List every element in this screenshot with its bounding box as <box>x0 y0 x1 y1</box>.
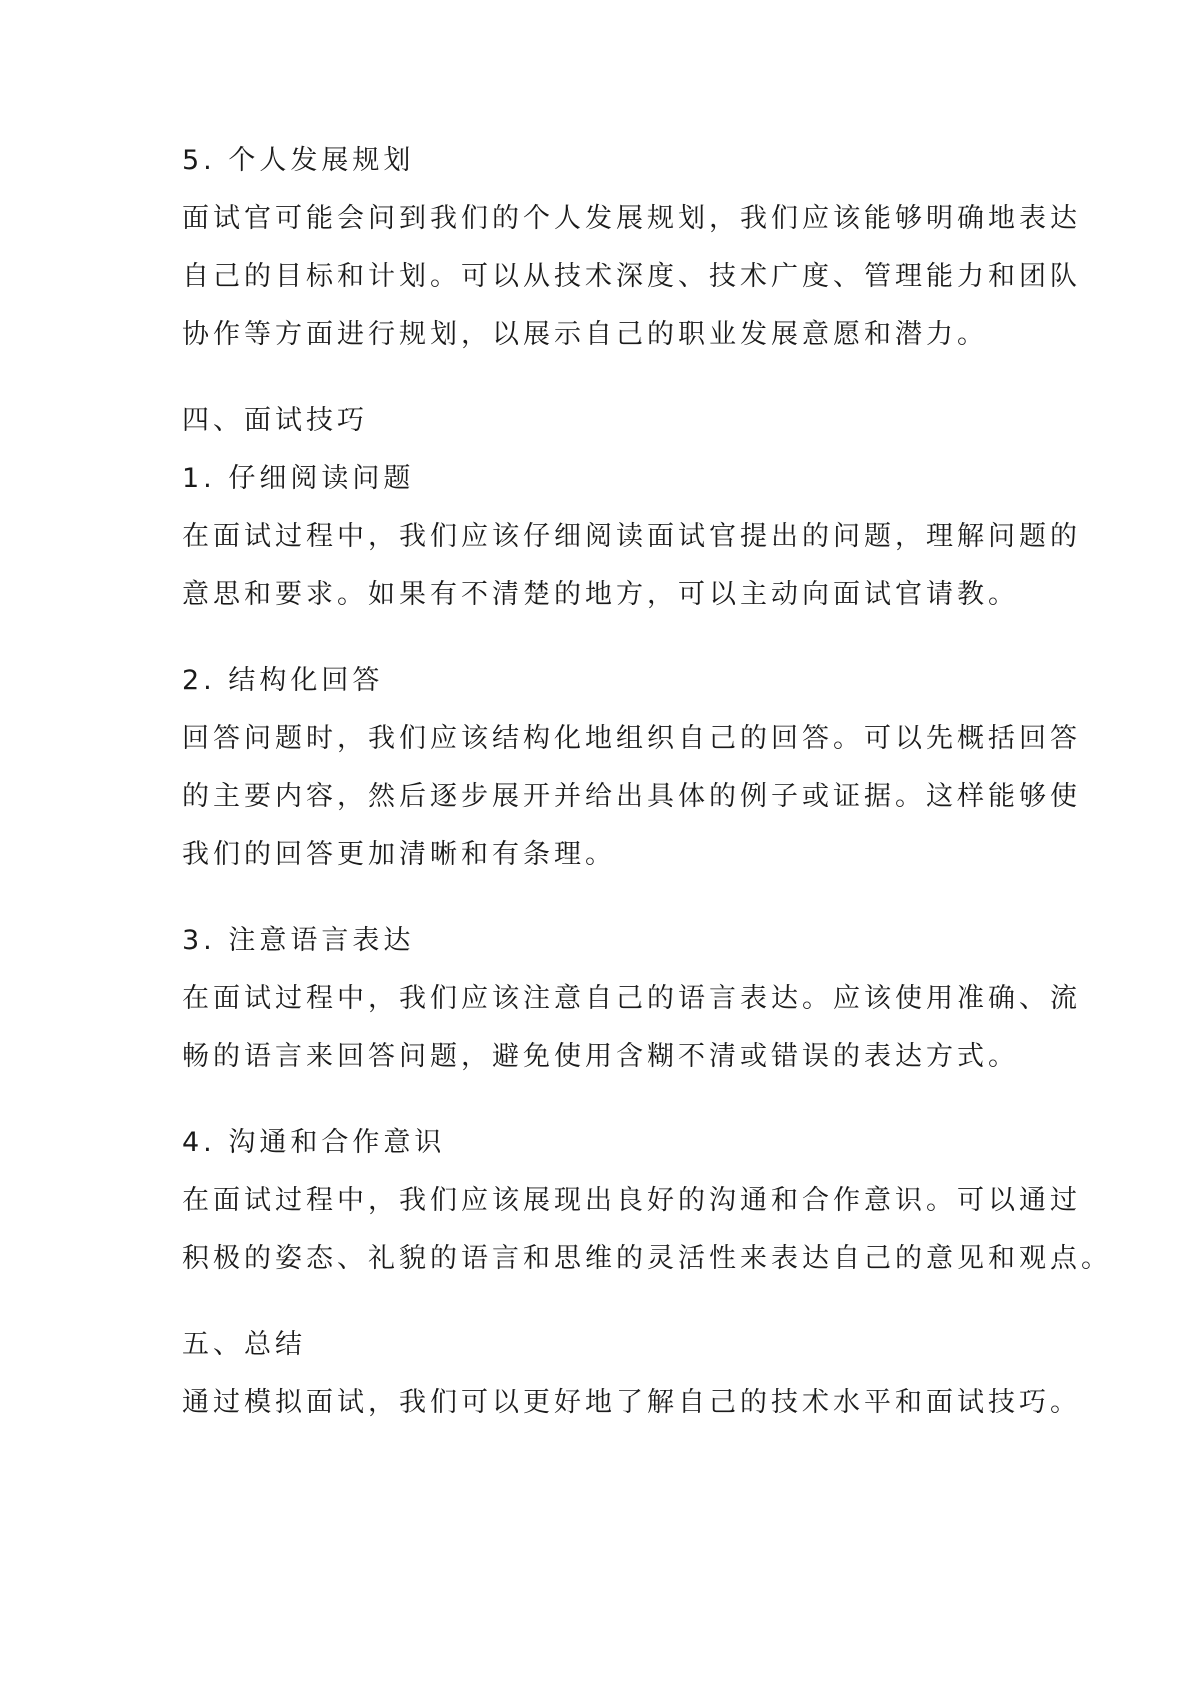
paragraph-line: 面试官可能会问到我们的个人发展规划，我们应该能够明确地表达 <box>182 203 1081 234</box>
part-heading-interview-tips: 四、面试技巧 <box>182 405 368 436</box>
section-heading-personal-development: 5. 个人发展规划 <box>182 145 415 176</box>
paragraph-line: 协作等方面进行规划，以展示自己的职业发展意愿和潜力。 <box>182 319 988 350</box>
paragraph-line: 积极的姿态、礼貌的语言和思维的灵活性来表达自己的意见和观点。 <box>182 1243 1112 1274</box>
paragraph-line: 自己的目标和计划。可以从技术深度、技术广度、管理能力和团队 <box>182 261 1081 292</box>
paragraph-line: 我们的回答更加清晰和有条理。 <box>182 839 616 870</box>
subsection-heading-language-expression: 3. 注意语言表达 <box>182 925 415 956</box>
paragraph-line: 在面试过程中，我们应该仔细阅读面试官提出的问题，理解问题的 <box>182 521 1081 552</box>
subsection-heading-read-carefully: 1. 仔细阅读问题 <box>182 463 415 494</box>
paragraph-line: 回答问题时，我们应该结构化地组织自己的回答。可以先概括回答 <box>182 723 1081 754</box>
paragraph-line: 的主要内容，然后逐步展开并给出具体的例子或证据。这样能够使 <box>182 781 1081 812</box>
paragraph-line: 畅的语言来回答问题，避免使用含糊不清或错误的表达方式。 <box>182 1041 1019 1072</box>
part-heading-summary: 五、总结 <box>182 1329 306 1360</box>
subsection-heading-structured-answer: 2. 结构化回答 <box>182 665 384 696</box>
paragraph-line: 在面试过程中，我们应该展现出良好的沟通和合作意识。可以通过 <box>182 1185 1081 1216</box>
paragraph-line: 通过模拟面试，我们可以更好地了解自己的技术水平和面试技巧。 <box>182 1387 1081 1418</box>
paragraph-line: 意思和要求。如果有不清楚的地方，可以主动向面试官请教。 <box>182 579 1019 610</box>
subsection-heading-communication: 4. 沟通和合作意识 <box>182 1127 446 1158</box>
paragraph-line: 在面试过程中，我们应该注意自己的语言表达。应该使用准确、流 <box>182 983 1081 1014</box>
